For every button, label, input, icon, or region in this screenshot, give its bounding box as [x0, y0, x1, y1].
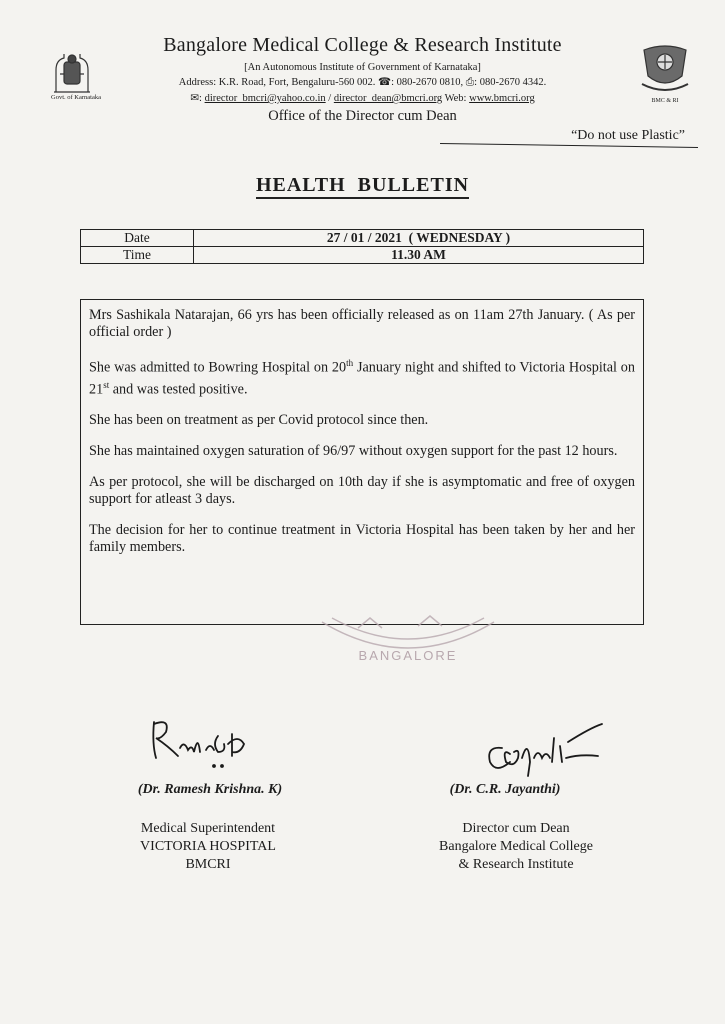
- right-role-line-2: Bangalore Medical College: [439, 839, 593, 854]
- paragraph-decision: The decision for her to continue treatment in Victoria Hospital has been taken by her and her family members.: [89, 522, 635, 556]
- date-value: 27 / 01 / 2021 ( WEDNESDAY ): [194, 230, 644, 247]
- right-role-line-3: & Research Institute: [458, 857, 574, 872]
- fax-number: 080-2670 4342.: [479, 77, 547, 88]
- institute-subtitle: [An Autonomous Institute of Government of Karnataka]: [244, 62, 481, 73]
- institute-contact-line: [0, 92, 725, 104]
- admission-text-a: She was admitted to Bowring Hospital on 20: [89, 359, 347, 376]
- time-value: 11.30 AM: [194, 247, 644, 264]
- left-emblem-caption: Govt. of Karnataka: [51, 94, 101, 101]
- signature-jayanthi: [480, 718, 610, 782]
- email-icon: ✉:: [190, 93, 202, 104]
- paragraph-release: Mrs Sashikala Natarajan, 66 yrs has been officially released as on 11am 27th January. ( As per official order ): [89, 307, 635, 340]
- email-link-1[interactable]: director_bmcri@yahoo.co.in: [204, 93, 326, 104]
- institute-address-line: [0, 76, 725, 89]
- page-title-text: HEALTH BULLETIN: [256, 174, 469, 199]
- date-label: Date: [81, 230, 194, 247]
- email-link-2[interactable]: director_dean@bmcri.org: [333, 93, 443, 104]
- right-role-line-1: Director cum Dean: [462, 821, 570, 836]
- slogan: “Do not use Plastic”: [571, 128, 685, 143]
- signatory-left-name: (Dr. Ramesh Krishna. K): [137, 782, 283, 797]
- signature-ramesh-krishna: [148, 714, 268, 770]
- paragraph-admission: [89, 355, 635, 398]
- stamp-text: BANGALORE: [358, 648, 458, 663]
- web-label: Web:: [444, 93, 467, 104]
- paragraph-protocol: As per protocol, she will be discharged on 10th day if she is asymptomatic and free of oxygen support for atleast 3 days.: [89, 474, 635, 508]
- admission-sup-1: th: [346, 358, 354, 368]
- institute-name: Bangalore Medical College & Research Institute: [163, 34, 562, 56]
- admission-text-b: January night and shifted to Victoria Hospital on 21: [89, 359, 635, 398]
- website-link[interactable]: www.bmcri.org: [469, 93, 535, 104]
- bulletin-body: [80, 299, 644, 625]
- time-label: Time: [81, 247, 194, 264]
- fax-icon: ⎙:: [465, 77, 478, 88]
- institute-stamp: [318, 612, 498, 676]
- email-separator: /: [328, 93, 332, 104]
- left-role-line-2: VICTORIA HOSPITAL: [140, 839, 276, 854]
- table-row: [81, 230, 644, 247]
- address-text: Address: K.R. Road, Fort, Bengaluru-560 002.: [178, 77, 376, 88]
- signatory-right-name: (Dr. C.R. Jayanthi): [449, 782, 561, 797]
- right-emblem-caption: BMC & RI: [651, 98, 679, 104]
- admission-text-c: and was tested positive.: [109, 381, 248, 398]
- signatory-left-role: [110, 820, 306, 874]
- phone-icon: ☎:: [378, 77, 394, 88]
- left-role-line-1: Medical Superintendent: [140, 821, 276, 836]
- left-role-line-3: BMCRI: [185, 857, 231, 872]
- office-title: Office of the Director cum Dean: [268, 108, 457, 124]
- admission-sup-2: st: [103, 379, 110, 390]
- paragraph-oxygen: She has maintained oxygen saturation of 96/97 without oxygen support for the past 12 hours.: [89, 443, 618, 460]
- page-title: [0, 174, 725, 197]
- table-row: [81, 247, 644, 264]
- date-time-table: [80, 229, 644, 264]
- phone-number: 080-2670 0810,: [396, 77, 464, 88]
- signatory-right-role: [416, 820, 616, 874]
- paragraph-treatment: She has been on treatment as per Covid protocol since then.: [89, 412, 429, 429]
